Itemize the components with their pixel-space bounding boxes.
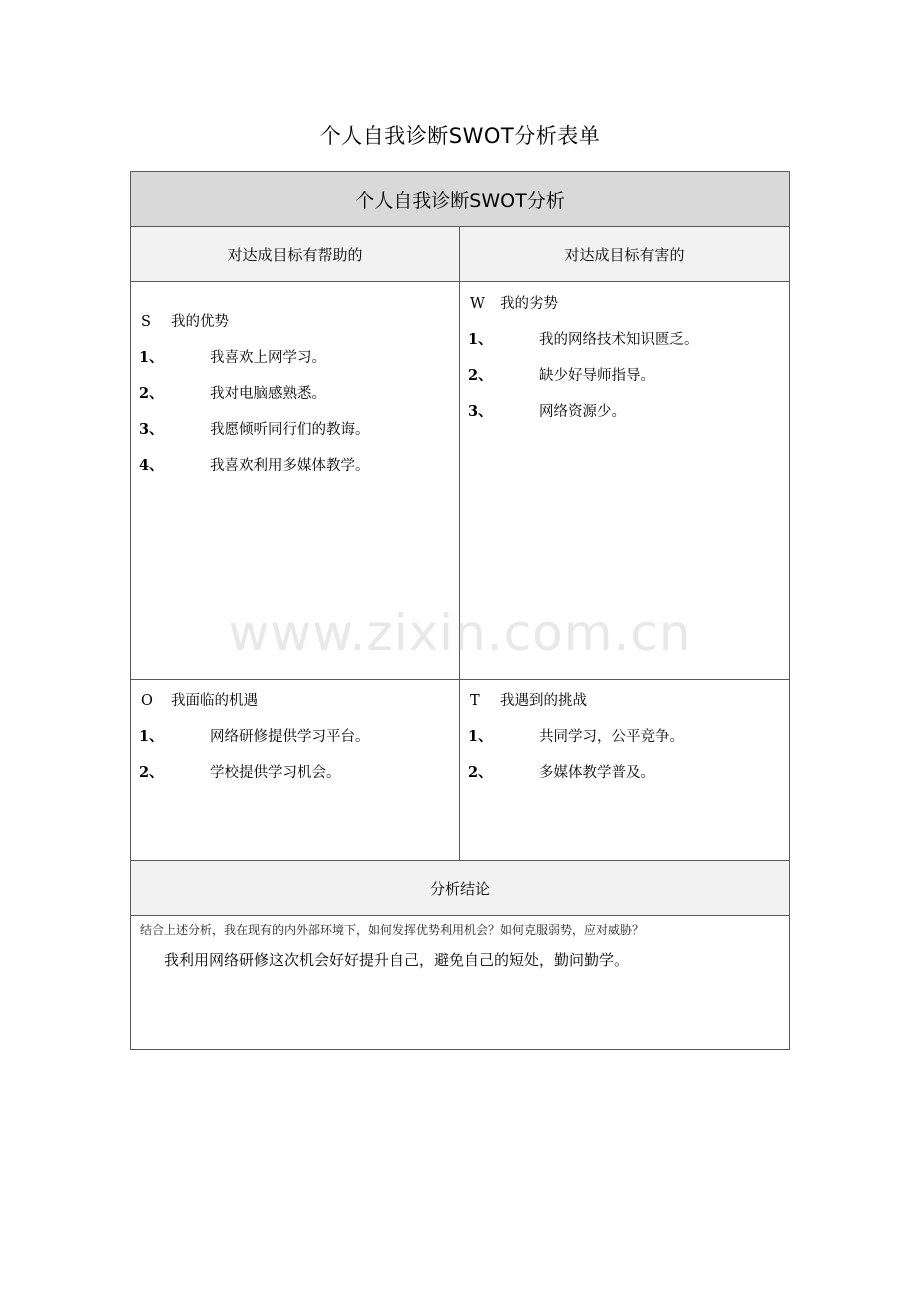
opportunities-heading [141,689,258,710]
weaknesses-heading [470,292,558,313]
threats-heading [470,689,587,710]
table-header: 个人自我诊断SWOT分析 [131,172,789,227]
item-text: 缺少好导师指导。 [539,368,655,384]
helpful-harmful-row [131,227,789,282]
item-text: 共同学习，公平竞争。 [539,729,684,745]
threats-cell [460,680,789,860]
item-number: 1、 [468,728,493,745]
opportunities-title: 我面临的机遇 [171,693,258,709]
list-item [139,725,370,746]
watermark: www.zixin.com.cn [228,604,692,662]
item-text: 多媒体教学普及。 [539,765,655,781]
conclusion-prompt: 结合上述分析，我在现有的内外部环境下，如何发挥优势利用机会？如何克服弱势，应对威胁？ [140,923,645,937]
item-text: 我喜欢上网学习。 [210,350,326,366]
list-item [139,761,341,782]
opportunities-letter: O [141,693,153,709]
opportunities-threats-row [131,680,789,861]
strengths-letter: S [141,314,151,330]
strengths-heading [141,310,229,331]
list-item [139,454,370,475]
strengths-cell [131,282,460,679]
conclusion-heading: 分析结论 [131,861,789,916]
weaknesses-letter: W [470,296,485,312]
item-number: 1、 [139,728,164,745]
document-title: 个人自我诊断SWOT分析表单 [319,124,601,148]
list-item [468,328,699,349]
list-item [468,364,655,385]
item-number: 1、 [139,349,164,366]
item-number: 2、 [139,385,164,402]
strengths-weaknesses-row [131,282,789,680]
threats-title: 我遇到的挑战 [500,693,587,709]
item-number: 4、 [139,457,164,474]
item-number: 3、 [139,421,164,438]
list-item [468,761,655,782]
list-item [139,382,326,403]
item-number: 3、 [468,403,493,420]
swot-table [130,171,790,1050]
item-text: 我喜欢利用多媒体教学。 [210,458,370,474]
list-item [468,400,626,421]
conclusion-body [131,916,789,1049]
item-text: 我的网络技术知识匮乏。 [539,332,699,348]
item-number: 2、 [139,764,164,781]
list-item [139,346,326,367]
weaknesses-title: 我的劣势 [500,296,558,312]
item-text: 网络资源少。 [539,404,626,420]
opportunities-cell [131,680,460,860]
item-number: 2、 [468,367,493,384]
item-number: 2、 [468,764,493,781]
item-number: 1、 [468,331,493,348]
list-item [139,418,370,439]
helpful-label: 对达成目标有帮助的 [131,227,460,281]
item-text: 学校提供学习机会。 [210,765,341,781]
conclusion-answer: 我利用网络研修这次机会好好提升自己，避免自己的短处，勤问勤学。 [164,951,630,969]
item-text: 我愿倾听同行们的教诲。 [210,422,370,438]
threats-letter: T [470,693,480,709]
strengths-title: 我的优势 [171,314,229,330]
harmful-label: 对达成目标有害的 [564,245,685,264]
item-text: 我对电脑感熟悉。 [210,386,326,402]
item-text: 网络研修提供学习平台。 [210,729,370,745]
weaknesses-cell [460,282,789,679]
list-item [468,725,684,746]
